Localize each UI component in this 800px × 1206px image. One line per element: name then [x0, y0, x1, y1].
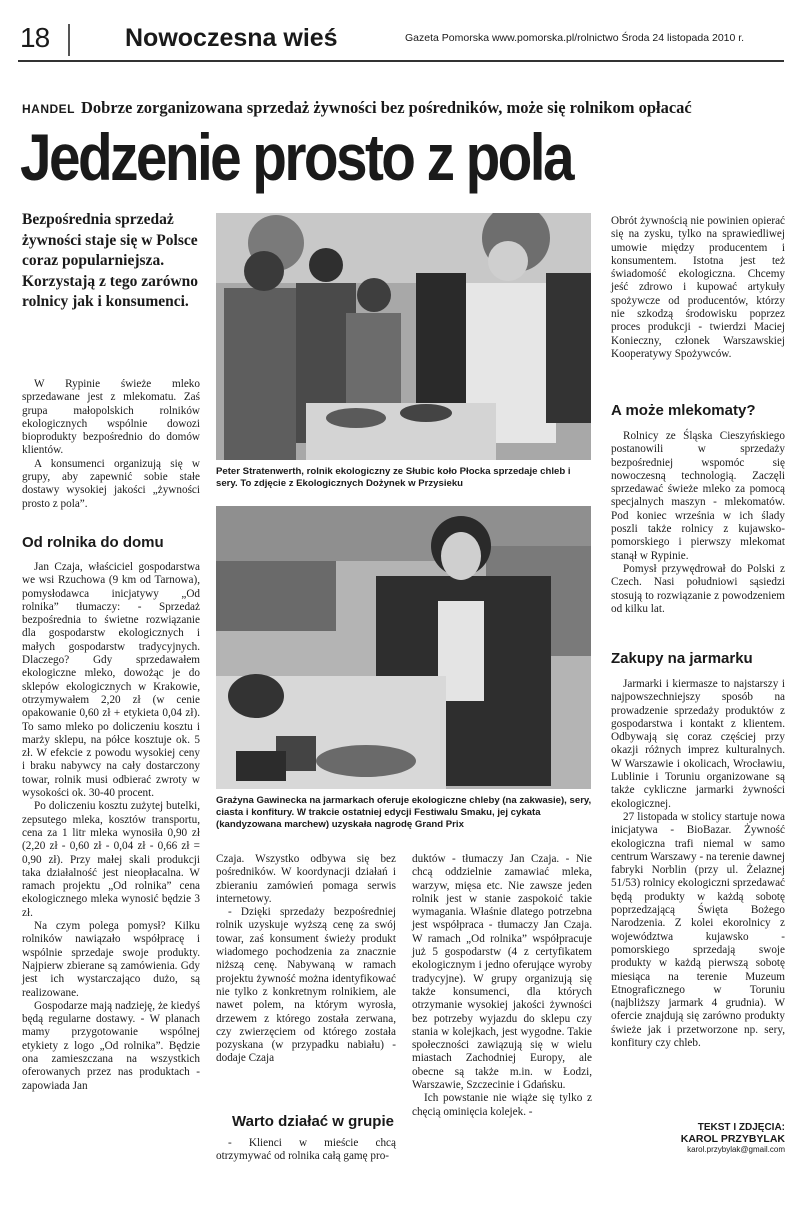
paragraph: - Dzięki sprzedaży bezpośredniej rolnik uzyskuje wyższą cenę za swój towar, zaś konsument świeży produkt wiadomego pochodzenia za znacznie niższą cenę. Nabywaną w ramach projektu żywność można identyfikować nie tylko z konkretnym rolnikiem, ale nawet polem, na którym wyrosła, drzewem z którego została zerwana, czy zwierzęciem od którego została pozyskana (w przypadku nabiału) - dodaje Czaja — [216, 906, 396, 1065]
section-title: Nowoczesna wieś — [125, 24, 338, 52]
publication-line: Gazeta Pomorska www.pomorska.pl/rolnictwo Środa 24 listopada 2010 r. — [405, 32, 745, 44]
photo-caption-2: Grażyna Gawinecka na jarmarkach oferuje ekologiczne chleby (na zakwasie), sery, ciasta i konfitury. W trakcie ostatniej edycji Festiwalu Smaku, jej cykata (kandyzowana marchew) uzyskała nagrodę Grand Prix — [216, 795, 592, 830]
byline — [611, 1122, 785, 1154]
column-3 — [412, 853, 592, 1119]
page-number: 18 — [20, 22, 50, 53]
subhead-od-rolnika: Od rolnika do domu — [22, 534, 164, 551]
bread-seller-image — [216, 506, 591, 789]
byline-author: KAROL PRZYBYLAK — [680, 1133, 785, 1145]
photo-market-stall — [216, 213, 591, 460]
paragraph: Rolnicy ze Śląska Cieszyńskiego postanowili w sprzedaży bezpośredniej wspomóc się nowoczesną technologią. Zaczęli sprzedawać świeże mleko za pomocą specjalnych maszyn - mlekomatów. Pod koniec września w ich ślady poszli także rolnicy z kujawsko-pomorskiego i pierwszy mlekomat stanął w Rypinie. — [611, 430, 785, 562]
market-stall-image — [216, 213, 591, 460]
column-4-top — [611, 215, 785, 361]
paragraph: - Klienci w mieście chcą otrzymywać od rolnika całą gamę pro- — [216, 1137, 396, 1163]
subhead-warto-dzialac: Warto działać w grupie — [232, 1113, 394, 1130]
paragraph: 27 listopada w stolicy startuje nowa inicjatywa - BioBazar. Żywność ekologiczna trafi niemal w samo centrum Warszawy - na terenie dawnej fabryki Norblin (przy ul. Żelaznej 51/53) rolnicy ekologiczni sprzedawać będą produkty w każdą sobotę poprzedzającą Święta Bożego Narodzenia. Z kolei ekorolnicy z województwa kujawsko - pomorskiego sprzedają swoje produkty w każdą pierwszą sobotę miesiąca na terenie Muzeum Etnograficznego w Toruniu (najbliższy jarmark 4 grudnia). W ofercie znajdują się zarówno produkty świeże jak i przetworzone np. sery, konfitury czy chleb. — [611, 810, 785, 1050]
paragraph: Ich powstanie nie wiąże się tylko z chęcią ominięcia kolejek. - — [412, 1092, 592, 1118]
lead-paragraph: Bezpośrednia sprzedaż żywności staje się w Polsce coraz popularniejsza. Korzystają z tego zarówno rolnicy jak i konsumenci. — [22, 211, 199, 310]
byline-email: karol.przybylak@gmail.com — [687, 1145, 785, 1154]
column-1-body — [22, 561, 200, 1093]
paragraph: Jarmarki i kiermasze to najstarszy i najpowszechniejszy sposób na prowadzenie sprzedaży produktów z gospodarstwa i kontakt z klientem. Odbywają się coraz częściej przy okazji różnych imprez kulturalnych. W Warszawie i okolicach, Wrocławiu, Lublinie i Toruniu organizowane są także cykliczne jarmarki żywności ekologicznej. — [611, 678, 785, 810]
column-1-top — [22, 378, 200, 511]
paragraph: W Rypinie świeże mleko sprzedawane jest z mlekomatu. Zaś grupa małopolskich rolników ekologicznych wspólnie dowozi bioprodukty bezpośrednio do domów klientów. — [22, 378, 200, 457]
header-rule — [18, 60, 784, 62]
column-2-bottom — [216, 1137, 396, 1164]
paragraph: Po doliczeniu kosztu zużytej butelki, zepsutego mleka, kosztów transportu, cena za 1 litr mleka wynosiła 0,90 zł (2,20 zł - 0,60 zł - 0,04 zł - 0,66 zł = 0,90 zł). Przy małej skali produkcji taka działalność jest nieopłacalna. W ramach projektu „Od rolnika” cena ekologicznego mleka wynosić będzie 3 zł. — [22, 800, 200, 919]
paragraph: Pomysł przywędrował do Polski z Czech. Nasi południowi sąsiedzi stosują to rozwiązanie z powodzeniem od kilku lat. — [611, 562, 785, 615]
subhead-zakupy: Zakupy na jarmarku — [611, 650, 753, 667]
paragraph: Czaja. Wszystko odbywa się bez pośredników. W koordynacji działań i zbieraniu zamówień pomaga serwis internetowy. — [216, 853, 396, 905]
subhead-mlekomaty: A może mlekomaty? — [611, 402, 756, 419]
paragraph: Obrót żywnością nie powinien opierać się na zysku, tylko na sprawiedliwej umowie między producentem i konsumentem. Istotna jest też świadomość ekologiczna. Chcemy jeść zdrowo i kupować artykuły spożywcze od producentów, którzy nie szkodzą środowisku poprzez proces produkcji - twierdzi Maciej Konieczny, członek Warszawskiej Kooperatywy Spożywców. — [611, 215, 785, 360]
column-4-middle — [611, 430, 785, 616]
paragraph: A konsumenci organizują się w grupy, aby zapewnić sobie stałe dostawy wysokiej jakości „żywności prosto z pola”. — [22, 457, 200, 510]
kicker — [22, 98, 782, 118]
paragraph: duktów - tłumaczy Jan Czaja. - Nie chcą oddzielnie zamawiać mleka, warzyw, mięsa etc. Nie zawsze jeden rolnik jest w stanie zaspokoić takie wymagania. Właśnie dlatego potrzebna jest współpraca - tłumaczy Jan Czaja. W ramach „Od rolnika” współpracuje już 5 gospodarstw (4 z certyfikatem ekologicznym i jedno oferujące wyroby tradycyjne). W grupy organizują się także konsumenci, dla których otrzymanie wysokiej jakości żywności bez potrzeby wyjazdu do sklepu czy stania w kolejkach, jest wygodne. Takie społeczności zawiązują się w wielu miastach Zachodniej Europy, ale obecne są także m.in. w Łodzi, Warszawie, Szczecinie i Gdańsku. — [412, 853, 592, 1092]
page-number-divider — [68, 24, 70, 56]
paragraph: Jan Czaja, właściciel gospodarstwa we wsi Rzuchowa (9 km od Tarnowa), pomysłodawca inicjatywy „Od rolnika” tłumaczy: - Sprzedaż bezpośrednia to świetne rozwiązanie dla gospodarstw ekologicznych i małych gospodarstw tradycyjnych. Dlaczego? Gdy sprzedawałem ekologiczne mleko, dowożąc je do sklepów ekologicznych w Krakowie, otrzymywałem 2,20 zł (w cenie opakowanie 0,60 zł + etykieta 0,04 zł). To samo mleko po doliczeniu kosztu i marży sklepu, na półce kosztuje ok. 5 zł. W efekcie z powodu wysokiej ceny i braku nabywcy na cały dostarczony towar, rolnik musi odbierać zwroty w wysokości ok. 30-40 procent. — [22, 561, 200, 800]
paragraph: Na czym polega pomysł? Kilku rolników nawiązało współpracę i wspólnie sprzedaje swoje produkty. Najpierw zbierane są zamówienia. Gdy jest ich wystarczająco dużo, są realizowane. — [22, 920, 200, 999]
column-2-top — [216, 853, 396, 1066]
photo-bread-seller — [216, 506, 591, 789]
paragraph: Gospodarze mają nadzieję, że kiedyś będą regularne dostawy. - W planach mamy przygotowanie wspólnej etykiety z logo „Od rolnika”. Będzie ona zamieszczana na wszystkich oferowanych przez nas produktach - zapowiada Jan — [22, 999, 200, 1092]
kicker-text: Dobrze zorganizowana sprzedaż żywności bez pośredników, może się rolnikom opłacać — [81, 98, 692, 117]
column-4-bottom — [611, 678, 785, 1050]
photo-caption-1: Peter Stratenwerth, rolnik ekologiczny ze Słubic koło Płocka sprzedaje chleb i sery. To zdjęcie z Ekologicznych Dożynek w Przysieku — [216, 466, 571, 489]
byline-label: TEKST I ZDJĘCIA: — [697, 1122, 785, 1133]
kicker-tag: HANDEL — [22, 102, 75, 116]
headline: Jedzenie prosto z pola — [20, 120, 572, 194]
